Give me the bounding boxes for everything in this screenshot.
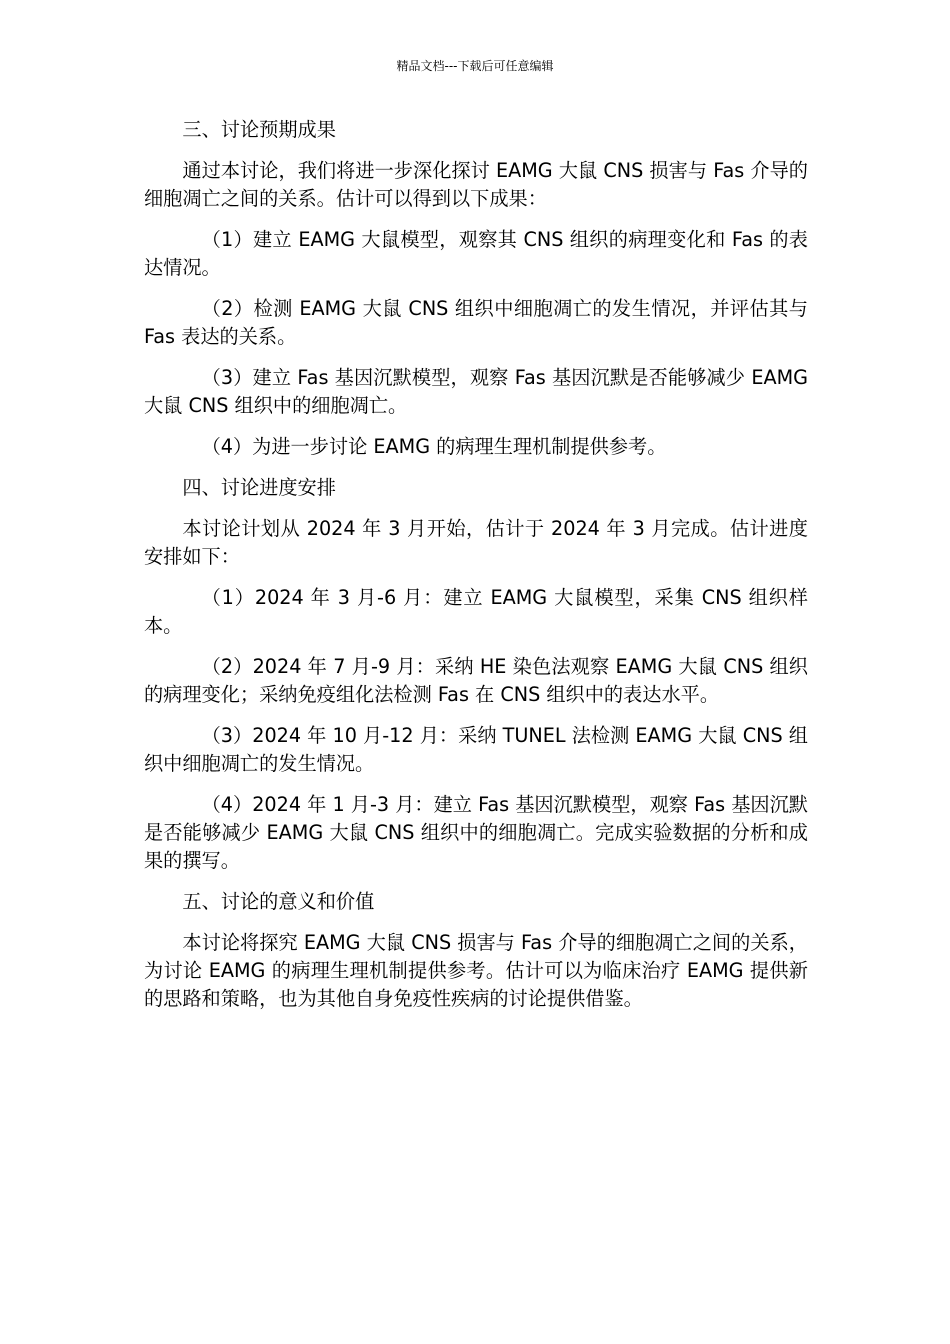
section-heading: 三、讨论预期成果 xyxy=(182,118,336,141)
list-item: （2）检测 EAMG 大鼠 CNS 组织中细胞凋亡的发生情况，并评估其与 Fas 表达的关系。 xyxy=(144,297,808,348)
paragraph: 本讨论将探究 EAMG 大鼠 CNS 损害与 Fas 介导的细胞凋亡之间的关系，为讨论 EAMG 的病理生理机制提供参考。估计可以为临床治疗 EAMG 提供新的思路和策略，也为其他自身免疫性疾病的讨论提供借鉴。 xyxy=(144,931,808,1010)
list-item: （1）建立 EAMG 大鼠模型，观察其 CNS 组织的病理变化和 Fas 的表达情况。 xyxy=(144,228,808,279)
paragraph: 本讨论计划从 2024 年 3 月开始，估计于 2024 年 3 月完成。估计进度安排如下： xyxy=(144,517,808,568)
list-item: （1）2024 年 3 月-6 月：建立 EAMG 大鼠模型，采集 CNS 组织样本。 xyxy=(144,586,808,637)
list-item: （3）建立 Fas 基因沉默模型，观察 Fas 基因沉默是否能够减少 EAMG 大鼠 CNS 组织中的细胞凋亡。 xyxy=(144,366,808,417)
section-heading: 五、讨论的意义和价值 xyxy=(182,890,375,913)
list-item: （4）2024 年 1 月-3 月：建立 Fas 基因沉默模型，观察 Fas 基因沉默是否能够减少 EAMG 大鼠 CNS 组织中的细胞凋亡。完成实验数据的分析和成果的撰写。 xyxy=(144,793,808,872)
list-item: （2）2024 年 7 月-9 月：采纳 HE 染色法观察 EAMG 大鼠 CNS 组织的病理变化；采纳免疫组化法检测 Fas 在 CNS 组织中的表达水平。 xyxy=(144,655,808,706)
list-item: （3）2024 年 10 月-12 月：采纳 TUNEL 法检测 EAMG 大鼠 CNS 组织中细胞凋亡的发生情况。 xyxy=(144,724,808,775)
paragraph: 通过本讨论，我们将进一步深化探讨 EAMG 大鼠 CNS 损害与 Fas 介导的细胞凋亡之间的关系。估计可以得到以下成果： xyxy=(144,159,808,210)
section-heading: 四、讨论进度安排 xyxy=(182,476,336,499)
list-item: （4）为进一步讨论 EAMG 的病理生理机制提供参考。 xyxy=(201,435,667,458)
document-body xyxy=(144,116,808,1026)
page-header: 精品文档---下载后可任意编辑 xyxy=(396,59,554,73)
